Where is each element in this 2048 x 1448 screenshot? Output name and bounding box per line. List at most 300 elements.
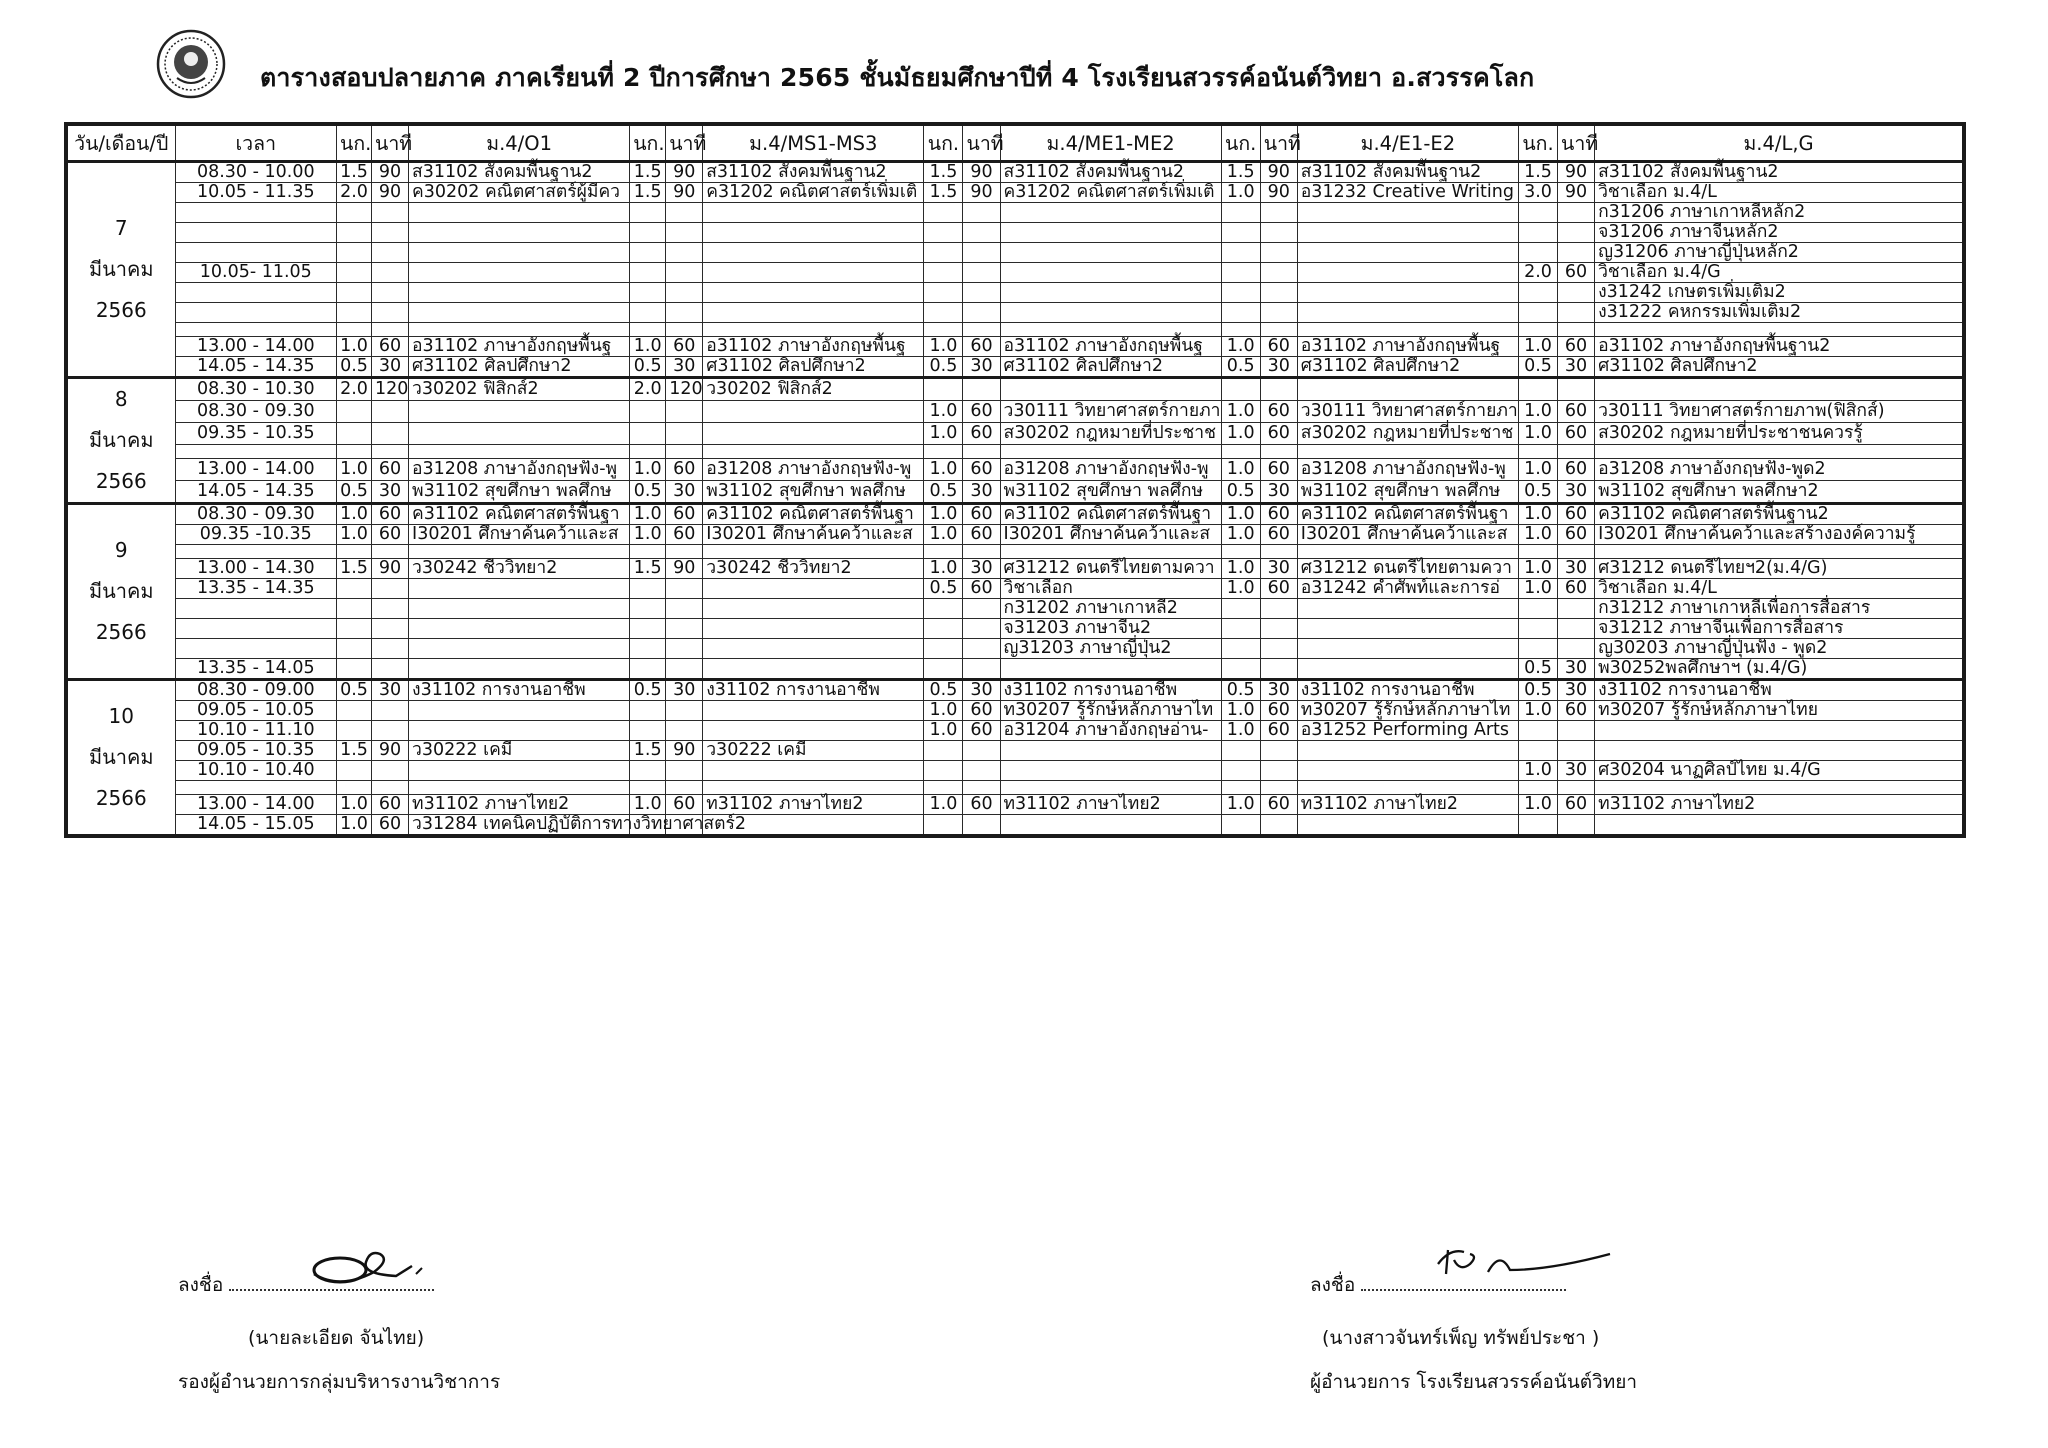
subject-cell [409, 619, 630, 639]
minutes-cell: 60 [1260, 525, 1297, 545]
table-row [66, 303, 1964, 323]
minutes-cell [372, 659, 409, 680]
credit-cell: 1.0 [924, 721, 963, 741]
minutes-cell [1260, 639, 1297, 659]
separator-cell [1297, 323, 1518, 337]
credit-cell: 1.0 [1518, 525, 1557, 545]
separator-cell [175, 444, 337, 458]
subject-cell: อ31102 ภาษาอังกฤษพื้นฐ [703, 337, 924, 357]
minutes-cell: 60 [1260, 337, 1297, 357]
credit-cell: 1.5 [924, 162, 963, 183]
subject-cell: ง31222 คหกรรมเพิ่มเติม2 [1595, 303, 1964, 323]
minutes-cell [963, 815, 1000, 837]
minutes-cell: 30 [1558, 357, 1595, 378]
subject-cell: ญ30203 ภาษาญี่ปุ่นฟัง - พูด2 [1595, 639, 1964, 659]
minutes-cell: 60 [1260, 458, 1297, 480]
page-title: ตารางสอบปลายภาค ภาคเรียนที่ 2 ปีการศึกษา 2565 ชั้นมัธยมศึกษาปีที่ 4 โรงเรียนสวรรค์อนันต์วิทยา อ.สวรรคโลก [260, 63, 1535, 92]
minutes-cell [666, 243, 703, 263]
minutes-cell: 60 [1558, 579, 1595, 599]
exam-date-line: มีนาคม [88, 745, 154, 769]
credit-cell: 0.5 [630, 357, 666, 378]
credit-cell: 3.0 [1518, 183, 1557, 203]
credit-cell [924, 223, 963, 243]
credit-cell: 1.0 [1221, 423, 1260, 445]
credit-cell [924, 659, 963, 680]
time-cell: 08.30 - 09.30 [175, 401, 337, 423]
time-cell [175, 303, 337, 323]
handwritten-signature-right [1430, 1242, 1630, 1286]
minutes-cell: 60 [1558, 423, 1595, 445]
separator-cell [666, 323, 703, 337]
credit-cell: 1.5 [1518, 162, 1557, 183]
column-header: นาที [372, 124, 409, 162]
subject-cell: พ31102 สุขศึกษา พลศึกษ [1000, 480, 1221, 503]
minutes-cell: 30 [1558, 480, 1595, 503]
credit-cell [1518, 303, 1557, 323]
signature-left-name: (นายละเอียด จันไทย) [248, 1327, 425, 1349]
credit-cell [337, 659, 372, 680]
table-row [66, 659, 1964, 680]
separator-cell [1518, 323, 1557, 337]
subject-cell: ว30111 วิทยาศาสตร์กายภา [1297, 401, 1518, 423]
minutes-cell [372, 761, 409, 781]
column-header: นก. [1518, 124, 1557, 162]
minutes-cell: 60 [1558, 458, 1595, 480]
credit-cell: 1.0 [924, 701, 963, 721]
separator-cell [175, 781, 337, 795]
credit-cell [337, 761, 372, 781]
credit-cell: 1.0 [630, 458, 666, 480]
subject-cell [703, 203, 924, 223]
minutes-cell: 30 [963, 480, 1000, 503]
separator-cell [1221, 323, 1260, 337]
subject-cell: จ31212 ภาษาจีนเพื่อการสื่อสาร [1595, 619, 1964, 639]
credit-cell: 1.0 [1221, 458, 1260, 480]
credit-cell [337, 303, 372, 323]
subject-cell: ว30111 วิทยาศาสตร์กายภาพ(ฟิสิกส์) [1595, 401, 1964, 423]
subject-cell: พ31102 สุขศึกษา พลศึกษ [409, 480, 630, 503]
subject-cell: ญ31206 ภาษาญี่ปุ่นหลัก2 [1595, 243, 1964, 263]
separator-cell [409, 781, 630, 795]
credit-cell [1221, 659, 1260, 680]
credit-cell: 1.5 [630, 162, 666, 183]
credit-cell [1518, 639, 1557, 659]
time-cell [175, 619, 337, 639]
credit-cell [337, 701, 372, 721]
time-cell: 09.35 -10.35 [175, 525, 337, 545]
minutes-cell: 60 [1558, 701, 1595, 721]
credit-cell [1221, 599, 1260, 619]
subject-cell: พ30252พลศึกษาฯ (ม.4/G) [1595, 659, 1964, 680]
separator-cell [1000, 444, 1221, 458]
separator-row [66, 323, 1964, 337]
minutes-cell: 60 [666, 525, 703, 545]
credit-cell [924, 243, 963, 263]
separator-cell [1221, 444, 1260, 458]
minutes-cell: 90 [963, 183, 1000, 203]
minutes-cell: 90 [372, 162, 409, 183]
credit-cell: 1.0 [630, 504, 666, 525]
separator-cell [1595, 781, 1964, 795]
table-row [66, 203, 1964, 223]
minutes-cell: 60 [1260, 701, 1297, 721]
minutes-cell: 90 [666, 741, 703, 761]
subject-cell: I30201 ศึกษาค้นคว้าและส [1000, 525, 1221, 545]
subject-cell [1000, 303, 1221, 323]
minutes-cell [963, 283, 1000, 303]
subject-cell: ส31102 สังคมพื้นฐาน2 [1595, 162, 1964, 183]
subject-cell [703, 579, 924, 599]
credit-cell: 0.5 [1518, 659, 1557, 680]
table-row [66, 680, 1964, 701]
credit-cell: 1.0 [924, 559, 963, 579]
subject-cell: ว31284 เทคนิคปฏิบัติการทางวิทยาศาสตร์2 [409, 815, 630, 837]
subject-cell: วิชาเลือก [1000, 579, 1221, 599]
subject-cell [1297, 741, 1518, 761]
credit-cell [630, 203, 666, 223]
signature-right-name: (นางสาวจันทร์เพ็ญ ทรัพย์ประชา ) [1322, 1327, 1600, 1349]
time-cell: 10.10 - 11.10 [175, 721, 337, 741]
subject-cell [703, 619, 924, 639]
minutes-cell: 60 [1260, 579, 1297, 599]
time-cell: 13.00 - 14.00 [175, 458, 337, 480]
subject-cell [1595, 378, 1964, 401]
minutes-cell [1558, 243, 1595, 263]
credit-cell: 1.0 [1518, 761, 1557, 781]
credit-cell [630, 243, 666, 263]
minutes-cell [666, 659, 703, 680]
credit-cell: 0.5 [924, 680, 963, 701]
minutes-cell: 60 [372, 815, 409, 837]
separator-cell [1000, 545, 1221, 559]
separator-cell [1595, 323, 1964, 337]
subject-cell: อ31208 ภาษาอังกฤษฟัง-พูด2 [1595, 458, 1964, 480]
subject-cell: ค30202 คณิตศาสตร์ผู้มีคว [409, 183, 630, 203]
column-header: ม.4/MS1-MS3 [703, 124, 924, 162]
minutes-cell: 120 [372, 378, 409, 401]
minutes-cell [963, 203, 1000, 223]
credit-cell [924, 203, 963, 223]
separator-cell [337, 781, 372, 795]
minutes-cell [372, 263, 409, 283]
credit-cell [1221, 639, 1260, 659]
subject-cell: ว30202 ฟิสิกส์2 [409, 378, 630, 401]
subject-cell: ค31102 คณิตศาสตร์พื้นฐา [1297, 504, 1518, 525]
time-cell: 13.00 - 14.30 [175, 559, 337, 579]
subject-cell: ศ30204 นาฏศิลป์ไทย ม.4/G [1595, 761, 1964, 781]
subject-cell: ท31102 ภาษาไทย2 [1595, 795, 1964, 815]
subject-cell [1595, 815, 1964, 837]
table-row [66, 525, 1964, 545]
minutes-cell: 60 [963, 525, 1000, 545]
time-cell [175, 639, 337, 659]
subject-cell: อ31252 Performing Arts [1297, 721, 1518, 741]
separator-cell [666, 781, 703, 795]
subject-cell: พ31102 สุขศึกษา พลศึกษ [703, 480, 924, 503]
exam-date-line: 7 [114, 216, 128, 240]
table-row [66, 761, 1964, 781]
minutes-cell [963, 761, 1000, 781]
credit-cell [924, 639, 963, 659]
minutes-cell [372, 701, 409, 721]
subject-cell: ท30207 รู้รักษ์หลักภาษาไท [1000, 701, 1221, 721]
separator-cell [963, 444, 1000, 458]
column-header: วัน/เดือน/ปี [66, 124, 175, 162]
subject-cell [409, 639, 630, 659]
subject-cell: ท31102 ภาษาไทย2 [409, 795, 630, 815]
separator-cell [1297, 444, 1518, 458]
credit-cell: 1.0 [1221, 183, 1260, 203]
subject-cell: อ31242 คำศัพท์และการอ่ [1297, 579, 1518, 599]
credit-cell [630, 639, 666, 659]
credit-cell [1221, 283, 1260, 303]
time-cell: 08.30 - 10.30 [175, 378, 337, 401]
credit-cell: 1.0 [337, 504, 372, 525]
subject-cell [703, 243, 924, 263]
minutes-cell [666, 203, 703, 223]
table-row [66, 183, 1964, 203]
credit-cell [630, 283, 666, 303]
subject-cell: ส31102 สังคมพื้นฐาน2 [1000, 162, 1221, 183]
credit-cell: 0.5 [337, 357, 372, 378]
separator-row [66, 444, 1964, 458]
credit-cell: 1.0 [924, 504, 963, 525]
minutes-cell: 60 [1558, 795, 1595, 815]
minutes-cell: 60 [666, 795, 703, 815]
credit-cell: 0.5 [337, 680, 372, 701]
minutes-cell [372, 223, 409, 243]
subject-cell: พ31102 สุขศึกษา พลศึกษา2 [1595, 480, 1964, 503]
credit-cell [337, 579, 372, 599]
credit-cell [1221, 203, 1260, 223]
subject-cell [703, 401, 924, 423]
separator-cell [963, 781, 1000, 795]
subject-cell: ง31102 การงานอาชีพ [1297, 680, 1518, 701]
minutes-cell [666, 619, 703, 639]
credit-cell [924, 619, 963, 639]
minutes-cell [963, 263, 1000, 283]
column-header: นก. [924, 124, 963, 162]
credit-cell: 0.5 [1518, 480, 1557, 503]
credit-cell [1221, 815, 1260, 837]
minutes-cell [963, 741, 1000, 761]
separator-cell [372, 444, 409, 458]
minutes-cell [1260, 659, 1297, 680]
subject-cell [409, 701, 630, 721]
subject-cell [1000, 223, 1221, 243]
exam-date [66, 680, 175, 837]
minutes-cell [372, 243, 409, 263]
subject-cell [1000, 263, 1221, 283]
credit-cell: 1.0 [1221, 504, 1260, 525]
minutes-cell: 90 [1260, 183, 1297, 203]
separator-cell [1558, 444, 1595, 458]
separator-cell [666, 545, 703, 559]
subject-cell: ส30202 กฎหมายที่ประชาชนควรรู้ [1595, 423, 1964, 445]
credit-cell: 1.0 [1221, 525, 1260, 545]
credit-cell: 1.0 [337, 815, 372, 837]
minutes-cell: 90 [1260, 162, 1297, 183]
minutes-cell [666, 263, 703, 283]
credit-cell: 0.5 [1221, 480, 1260, 503]
column-header: นาที [666, 124, 703, 162]
minutes-cell [1260, 599, 1297, 619]
column-header: นาที [963, 124, 1000, 162]
minutes-cell: 30 [372, 680, 409, 701]
credit-cell: 1.0 [924, 458, 963, 480]
subject-cell: ค31102 คณิตศาสตร์พื้นฐา [1000, 504, 1221, 525]
minutes-cell [372, 579, 409, 599]
column-header: ม.4/E1-E2 [1297, 124, 1518, 162]
subject-cell: ง31102 การงานอาชีพ [1595, 680, 1964, 701]
subject-cell: ก31202 ภาษาเกาหลี2 [1000, 599, 1221, 619]
subject-cell: อ31102 ภาษาอังกฤษพื้นฐ [409, 337, 630, 357]
credit-cell [924, 378, 963, 401]
minutes-cell [1260, 283, 1297, 303]
subject-cell [1000, 378, 1221, 401]
subject-cell: ค31102 คณิตศาสตร์พื้นฐาน2 [1595, 504, 1964, 525]
subject-cell [409, 263, 630, 283]
time-cell: 08.30 - 09.00 [175, 680, 337, 701]
subject-cell: ส31102 สังคมพื้นฐาน2 [703, 162, 924, 183]
credit-cell: 1.0 [337, 337, 372, 357]
table-row [66, 480, 1964, 503]
credit-cell [337, 283, 372, 303]
table-row [66, 795, 1964, 815]
subject-cell [1297, 815, 1518, 837]
subject-cell: จ31203 ภาษาจีน2 [1000, 619, 1221, 639]
time-cell [175, 599, 337, 619]
subject-cell: อ31208 ภาษาอังกฤษฟัง-พู [1000, 458, 1221, 480]
minutes-cell [963, 619, 1000, 639]
subject-cell [1297, 263, 1518, 283]
credit-cell [924, 283, 963, 303]
subject-cell: I30201 ศึกษาค้นคว้าและส [1297, 525, 1518, 545]
separator-cell [1260, 781, 1297, 795]
credit-cell [337, 263, 372, 283]
subject-cell: ก31212 ภาษาเกาหลีเพื่อการสื่อสาร [1595, 599, 1964, 619]
minutes-cell: 60 [963, 337, 1000, 357]
time-cell: 13.35 - 14.05 [175, 659, 337, 680]
credit-cell: 1.5 [630, 559, 666, 579]
subject-cell: ส30202 กฎหมายที่ประชาช [1000, 423, 1221, 445]
credit-cell [630, 579, 666, 599]
minutes-cell: 30 [666, 680, 703, 701]
separator-cell [1297, 781, 1518, 795]
table-header-row [66, 124, 1964, 162]
separator-cell [924, 545, 963, 559]
credit-cell: 1.5 [1221, 162, 1260, 183]
separator-cell [630, 545, 666, 559]
time-cell: 13.00 - 14.00 [175, 337, 337, 357]
subject-cell: I30201 ศึกษาค้นคว้าและส [409, 525, 630, 545]
subject-cell [703, 639, 924, 659]
separator-cell [924, 323, 963, 337]
subject-cell: ว30222 เคมี [409, 741, 630, 761]
minutes-cell: 30 [666, 357, 703, 378]
minutes-cell: 60 [666, 504, 703, 525]
column-header: ม.4/O1 [409, 124, 630, 162]
subject-cell: อ31232 Creative Writing [1297, 183, 1518, 203]
credit-cell [1518, 721, 1557, 741]
minutes-cell: 90 [666, 559, 703, 579]
column-header: นก. [630, 124, 666, 162]
minutes-cell: 30 [372, 357, 409, 378]
exam-date-line: 9 [114, 538, 128, 562]
subject-cell: ว30111 วิทยาศาสตร์กายภา [1000, 401, 1221, 423]
minutes-cell [372, 423, 409, 445]
subject-cell [409, 659, 630, 680]
time-cell [175, 223, 337, 243]
subject-cell [1000, 283, 1221, 303]
separator-cell [372, 545, 409, 559]
subject-cell [409, 401, 630, 423]
minutes-cell: 60 [372, 458, 409, 480]
credit-cell: 1.0 [337, 795, 372, 815]
exam-date-line: 10 [108, 704, 134, 728]
credit-cell [924, 303, 963, 323]
subject-cell [703, 701, 924, 721]
subject-cell [703, 659, 924, 680]
minutes-cell: 60 [1558, 525, 1595, 545]
minutes-cell [666, 761, 703, 781]
credit-cell [1221, 303, 1260, 323]
subject-cell: I30201 ศึกษาค้นคว้าและส [703, 525, 924, 545]
credit-cell [337, 599, 372, 619]
separator-row [66, 781, 1964, 795]
minutes-cell: 30 [963, 357, 1000, 378]
table-row [66, 639, 1964, 659]
minutes-cell [666, 701, 703, 721]
credit-cell: 1.0 [630, 795, 666, 815]
separator-cell [175, 545, 337, 559]
separator-cell [703, 323, 924, 337]
separator-cell [1595, 444, 1964, 458]
credit-cell: 1.0 [1518, 579, 1557, 599]
separator-cell [703, 444, 924, 458]
credit-cell: 0.5 [1221, 680, 1260, 701]
subject-cell [409, 303, 630, 323]
table-row [66, 378, 1964, 401]
subject-cell: วิชาเลือก ม.4/L [1595, 579, 1964, 599]
subject-cell: ว30222 เคมี [703, 741, 924, 761]
separator-cell [630, 444, 666, 458]
minutes-cell: 30 [963, 559, 1000, 579]
subject-cell [1297, 761, 1518, 781]
credit-cell: 1.0 [924, 795, 963, 815]
credit-cell: 1.5 [924, 183, 963, 203]
minutes-cell: 60 [1558, 401, 1595, 423]
minutes-cell: 60 [1260, 795, 1297, 815]
credit-cell [337, 203, 372, 223]
credit-cell [1221, 619, 1260, 639]
subject-cell: ง31102 การงานอาชีพ [409, 680, 630, 701]
column-header: นาที [1558, 124, 1595, 162]
subject-cell: ศ31212 ดนตรีไทยฯ2(ม.4/G) [1595, 559, 1964, 579]
handwritten-signature-left [300, 1240, 450, 1296]
subject-cell [1595, 721, 1964, 741]
credit-cell: 1.0 [924, 337, 963, 357]
subject-cell [1000, 659, 1221, 680]
table-row [66, 243, 1964, 263]
minutes-cell: 60 [963, 504, 1000, 525]
minutes-cell: 30 [963, 680, 1000, 701]
time-cell: 09.05 - 10.05 [175, 701, 337, 721]
credit-cell [630, 701, 666, 721]
subject-cell: วิชาเลือก ม.4/L [1595, 183, 1964, 203]
exam-date-line: 2566 [95, 620, 147, 644]
minutes-cell: 120 [666, 378, 703, 401]
